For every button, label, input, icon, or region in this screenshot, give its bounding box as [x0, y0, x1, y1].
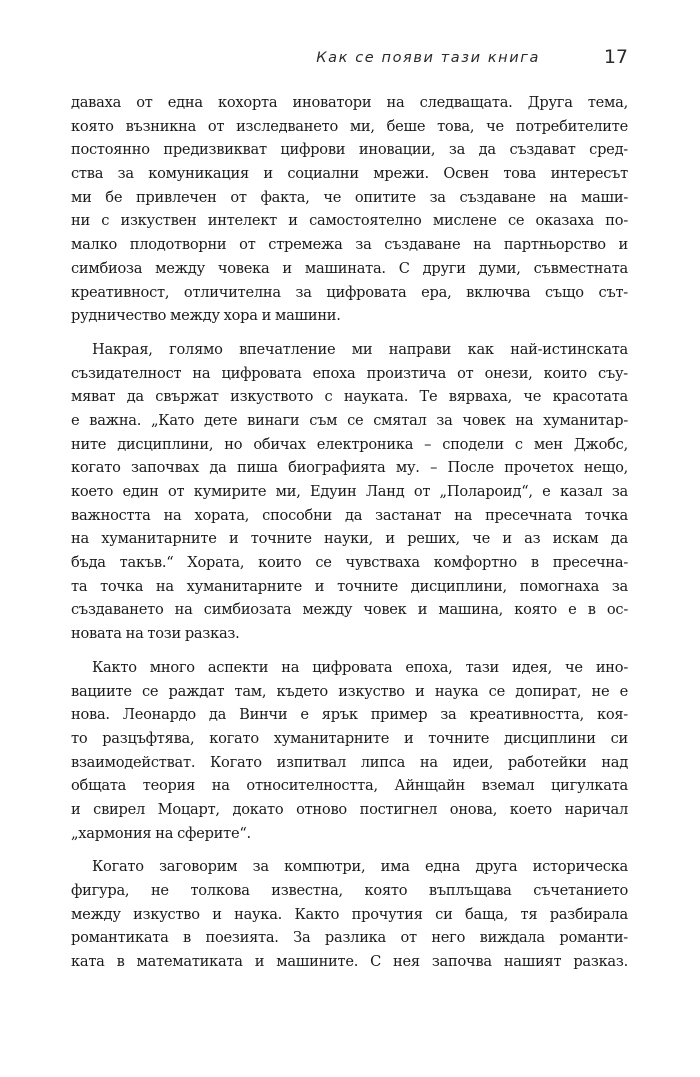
text-line: малко плодотворни от стремежа за създаване на партньорство и — [71, 236, 628, 254]
body-text — [71, 91, 628, 984]
paragraph-2 — [71, 338, 628, 646]
text-line: която възникна от изследването ми, беше това, че потребителите — [71, 117, 628, 135]
running-title: Как се появи тази книга — [316, 50, 540, 66]
text-line: „хармония на сферите“. — [71, 824, 251, 842]
text-line: ните дисциплини, но обичах електроника – сподели с мен Джобс, — [71, 435, 628, 453]
text-line: важността на хората, способни да застанат на пресечната точка — [71, 506, 628, 524]
text-line: ни с изкуствен интелект и самостоятелно мислене се оказаха по- — [71, 212, 628, 230]
text-line: новата на този разказ. — [71, 625, 240, 643]
text-line: вациите се раждат там, където изкуство и наука се допират, не е — [71, 682, 628, 700]
text-line: та точка на хуманитарните и точните дисциплини, помогнаха за — [71, 577, 628, 595]
text-line: когато започвах да пиша биографията му. – После прочетох нещо, — [71, 459, 628, 477]
text-line: общата теория на относителността, Айнщайн вземал цигулката — [71, 777, 628, 795]
text-line: романтиката в поезията. За разлика от него виждала романти- — [71, 929, 628, 947]
text-line: взаимодействат. Когато изпитвал липса на идеи, работейки над — [71, 753, 628, 771]
paragraph-3 — [71, 656, 628, 846]
running-header — [71, 46, 628, 74]
text-line: на хуманитарните и точните науки, и реших, че и аз искам да — [71, 530, 628, 548]
text-line: Когато заговорим за компютри, има една друга историческа — [92, 858, 628, 876]
text-line: ми бе привлечен от факта, че опитите за създаване на маши- — [71, 188, 628, 206]
text-line: ката в математиката и машините. С нея започва нашият разказ. — [71, 953, 628, 971]
text-line: даваха от една кохорта иноватори на следващата. Друга тема, — [71, 94, 628, 111]
text-line: ства за комуникация и социални мрежи. Освен това интересът — [71, 165, 628, 183]
paragraph-4 — [71, 855, 628, 973]
text-line: фигура, не толкова известна, която въплъщава съчетанието — [71, 882, 628, 899]
text-line: е важна. „Като дете винаги съм се смятал за човек на хуманитар- — [71, 411, 628, 429]
text-line: Накрая, голямо впечатление ми направи как най-истинската — [92, 340, 628, 358]
text-line: съзидателност на цифровата епоха произтича от онези, които съу- — [71, 364, 628, 382]
text-line: постоянно предизвикват цифрови иновации, за да създават сред- — [71, 141, 628, 159]
text-line: мяват да свържат изкуството с науката. Те вярваха, че красотата — [71, 388, 628, 406]
text-line: между изкуство и наука. Както прочутия си баща, тя разбирала — [71, 905, 628, 923]
text-line: нова. Леонардо да Винчи е ярък пример за креативността, коя- — [71, 706, 628, 724]
text-line: симбиоза между човека и машината. С други думи, съвместната — [71, 259, 628, 277]
text-line: то разцъфтява, когато хуманитарните и точните дисциплини си — [71, 729, 628, 747]
text-line: създаването на симбиозата между човек и машина, която е в ос- — [71, 601, 628, 619]
text-line: рудничество между хора и машини. — [71, 307, 341, 325]
text-line: което един от кумирите ми, Едуин Ланд от „Полароид“, е казал за — [71, 483, 628, 500]
text-line: и свирел Моцарт, докато отново постигнел онова, което наричал — [71, 800, 628, 818]
paragraph-1 — [71, 91, 628, 328]
text-line: Както много аспекти на цифровата епоха, тази идея, че ино- — [92, 658, 628, 676]
text-line: креативност, отличителна за цифровата ера, включва също сът- — [71, 283, 628, 301]
text-line: бъда такъв.“ Хората, които се чувстваха комфортно в пресечна- — [71, 554, 628, 572]
page-number: 17 — [603, 46, 628, 68]
